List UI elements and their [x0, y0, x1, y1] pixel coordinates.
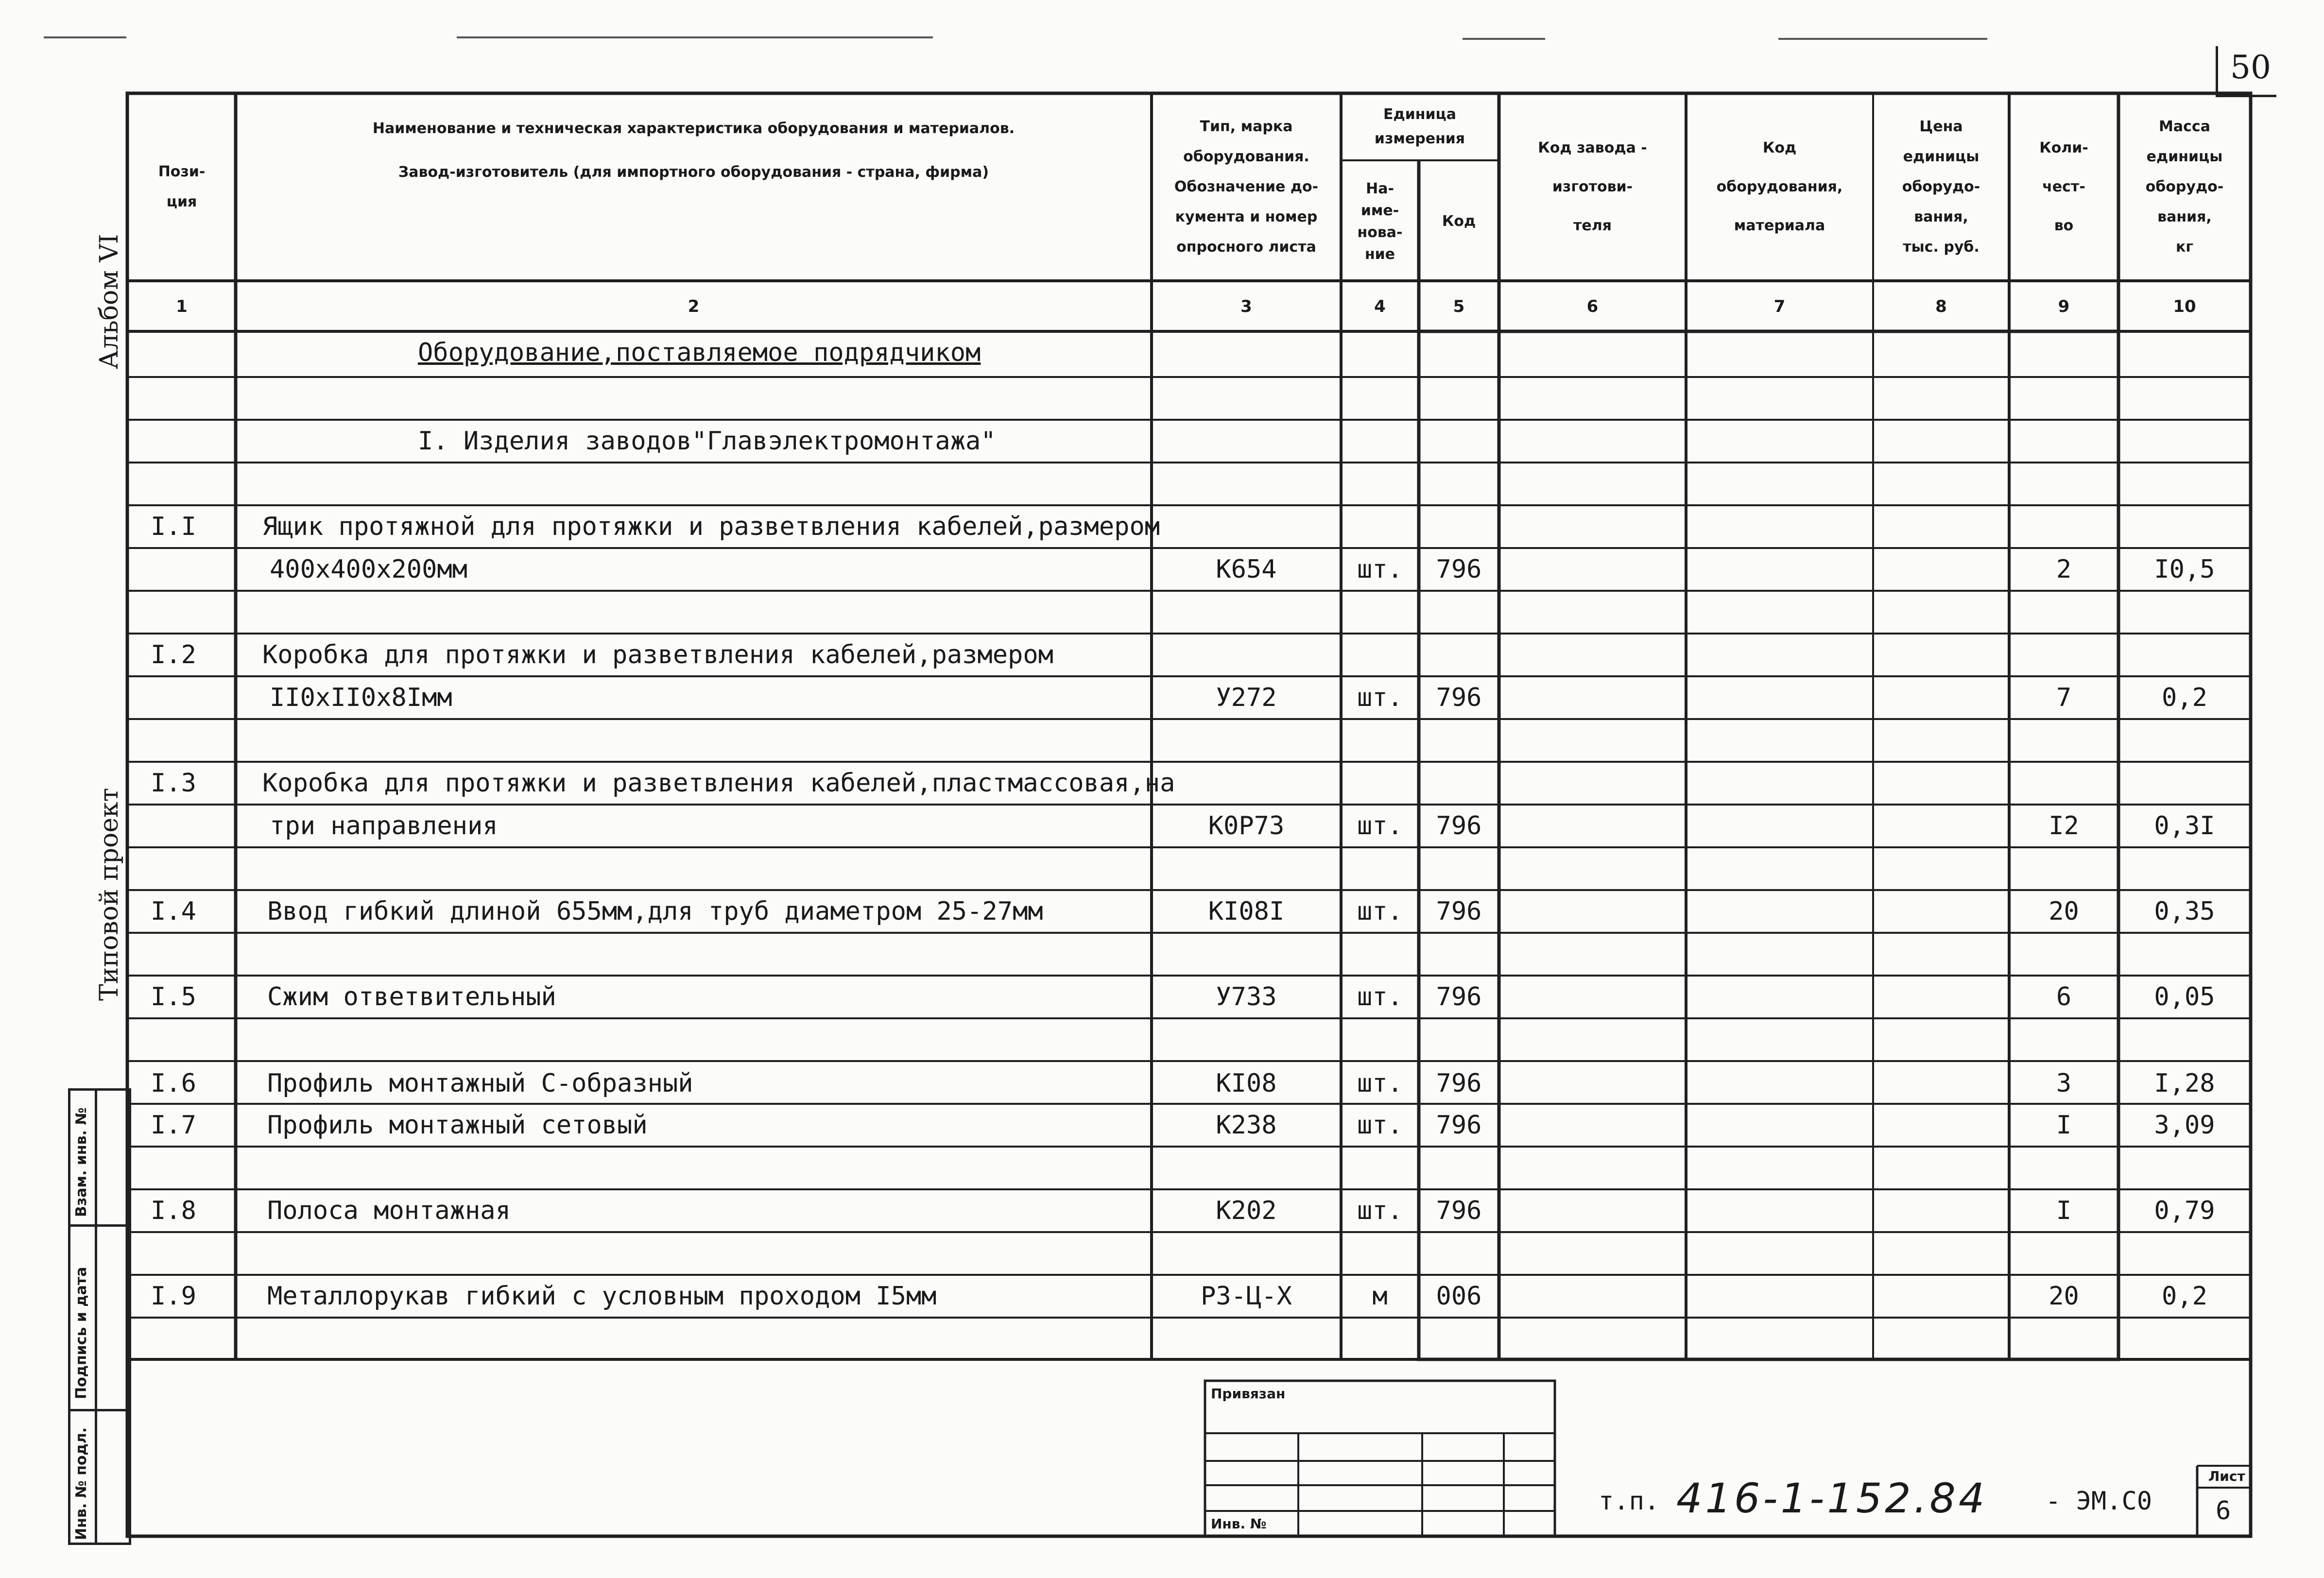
col-num-10: 10 [2173, 297, 2196, 316]
row-6-name: Профиль монтажный С-образный [267, 1069, 693, 1098]
header-unit: Единица измерения [1374, 106, 1465, 147]
stamp-sheet-number: 6 [2216, 1496, 2231, 1526]
row-6-mass: I,28 [2154, 1069, 2215, 1098]
header-type: Тип, марка оборудования. Обозначение до- кумента и номер опросного листа [1174, 118, 1319, 256]
header-position: Пози- ция [158, 163, 206, 210]
row-2-type: У272 [1216, 683, 1277, 712]
col-num-8: 8 [1935, 297, 1947, 316]
row-1-code: 796 [1436, 555, 1482, 584]
side-stamp-vzam: Взам. инв. № [73, 1107, 90, 1217]
stamp-doc-code: - ЭМ.С0 [2046, 1487, 2152, 1516]
header-unit-code: Код [1442, 213, 1476, 230]
row-9-qty: 20 [2049, 1282, 2079, 1311]
row-7-unit: шт. [1357, 1111, 1403, 1140]
row-5-type: У733 [1216, 982, 1277, 1012]
row-4-name: Ввод гибкий длиной 655мм,для труб диаметром 25-27мм [267, 897, 1043, 926]
row-9-unit: м [1372, 1282, 1388, 1311]
row-5-unit: шт. [1357, 982, 1403, 1012]
row-7-mass: 3,09 [2154, 1111, 2215, 1140]
header-factory-code: Код завода - изготови- теля [1538, 139, 1647, 234]
side-stamp-inv-podl: Инв. № подл. [73, 1427, 90, 1540]
col-num-5: 5 [1453, 297, 1465, 316]
stamp-sheet-label: Лист [2208, 1468, 2245, 1484]
row-8-code: 796 [1436, 1196, 1482, 1225]
section-title: Оборудование,поставляемое подрядчиком [418, 338, 981, 367]
row-7-code: 796 [1436, 1111, 1482, 1140]
col-num-4: 4 [1374, 297, 1386, 316]
stamp-tp-number: 416-1-152.84 [1676, 1475, 1988, 1522]
page-number: 50 [2230, 49, 2271, 86]
row-7-qty: I [2056, 1111, 2072, 1140]
row-4-code: 796 [1436, 897, 1482, 926]
header-name: Наименование и техническая характеристика оборудования и материалов. Завод-изготовитель (для импортного оборудования - страна, фирма) [372, 120, 1015, 181]
header-unit-name: На- име- нова- ние [1357, 180, 1403, 263]
row-9-code: 006 [1436, 1282, 1482, 1311]
row-5-name: Сжим ответвительный [267, 982, 556, 1012]
row-1-name-line2: 400x400x200мм [270, 555, 467, 584]
row-6-code: 796 [1436, 1069, 1482, 1098]
col-num-3: 3 [1240, 297, 1252, 316]
row-3-qty: I2 [2049, 811, 2079, 840]
row-1-type: К654 [1216, 555, 1277, 584]
row-6-unit: шт. [1357, 1069, 1403, 1098]
row-3-type: К0Р73 [1208, 811, 1285, 840]
row-2-unit: шт. [1357, 683, 1403, 712]
row-6-pos: I.6 [151, 1069, 196, 1098]
row-9-mass: 0,2 [2162, 1282, 2207, 1311]
row-4-qty: 20 [2049, 897, 2079, 926]
row-8-mass: 0,79 [2154, 1196, 2215, 1225]
row-4-pos: I.4 [151, 897, 196, 926]
header-mass: Масса единицы оборудо- вания, кг [2145, 118, 2224, 256]
row-7-name: Профиль монтажный сетовый [267, 1111, 648, 1140]
row-1-mass: I0,5 [2154, 555, 2215, 584]
row-2-name-line1: Коробка для протяжки и разветвления кабелей,размером [262, 640, 1053, 669]
row-4-mass: 0,35 [2154, 897, 2215, 926]
row-9-type: Р3-Ц-Х [1201, 1282, 1292, 1311]
row-5-code: 796 [1436, 982, 1482, 1012]
row-9-pos: I.9 [151, 1282, 196, 1311]
side-stamp-podpis: Подпись и дата [73, 1267, 90, 1399]
col-num-1: 1 [176, 297, 188, 316]
row-2-code: 796 [1436, 683, 1482, 712]
row-9-name: Металлорукав гибкий с условным проходом I5мм [267, 1282, 937, 1311]
row-2-qty: 7 [2056, 683, 2072, 712]
project-label: Типовой проект [95, 788, 124, 1001]
subsection-title: I. Изделия заводов"Главэлектромонтажа" [418, 427, 996, 456]
row-1-name-line1: Ящик протяжной для протяжки и разветвления кабелей,размером [262, 512, 1160, 541]
stamp-tp-prefix: т.п. [1599, 1487, 1660, 1516]
header-equipment-code: Код оборудования, материала [1716, 139, 1843, 234]
row-7-pos: I.7 [151, 1111, 196, 1140]
row-2-name-line2: II0xII0x8Iмм [270, 683, 452, 712]
row-8-unit: шт. [1357, 1196, 1403, 1225]
row-1-qty: 2 [2056, 555, 2072, 584]
album-label: Альбом VI [95, 234, 124, 369]
row-6-qty: 3 [2056, 1069, 2072, 1098]
row-6-type: КI08 [1216, 1069, 1277, 1098]
col-num-6: 6 [1586, 297, 1599, 316]
row-4-type: КI08I [1208, 897, 1285, 926]
row-3-name-line2: три направления [270, 811, 498, 840]
row-8-qty: I [2056, 1196, 2072, 1225]
row-1-pos: I.I [151, 512, 196, 541]
row-2-pos: I.2 [151, 640, 196, 669]
stamp-privyazan: Привязан [1211, 1386, 1286, 1402]
row-1-unit: шт. [1357, 555, 1403, 584]
row-8-pos: I.8 [151, 1196, 196, 1225]
col-num-9: 9 [2058, 297, 2070, 316]
row-5-pos: I.5 [151, 982, 196, 1012]
row-3-code: 796 [1436, 811, 1482, 840]
row-8-type: К202 [1216, 1196, 1277, 1225]
row-3-name-line1: Коробка для протяжки и разветвления кабелей,пластмассовая,на [262, 769, 1175, 798]
header-quantity: Коли- чест- во [2039, 139, 2088, 234]
row-2-mass: 0,2 [2162, 683, 2207, 712]
col-num-2: 2 [688, 297, 700, 316]
row-8-name: Полоса монтажная [267, 1196, 511, 1225]
row-4-unit: шт. [1357, 897, 1403, 926]
row-7-type: К238 [1216, 1111, 1277, 1140]
header-price: Цена единицы оборудо- вания, тыс. руб. [1902, 118, 1980, 256]
row-3-pos: I.3 [151, 769, 196, 798]
row-5-mass: 0,05 [2154, 982, 2215, 1012]
row-3-mass: 0,3I [2154, 811, 2215, 840]
row-5-qty: 6 [2056, 982, 2072, 1012]
col-num-7: 7 [1773, 297, 1786, 316]
row-3-unit: шт. [1357, 811, 1403, 840]
stamp-inv-no: Инв. № [1211, 1516, 1267, 1532]
